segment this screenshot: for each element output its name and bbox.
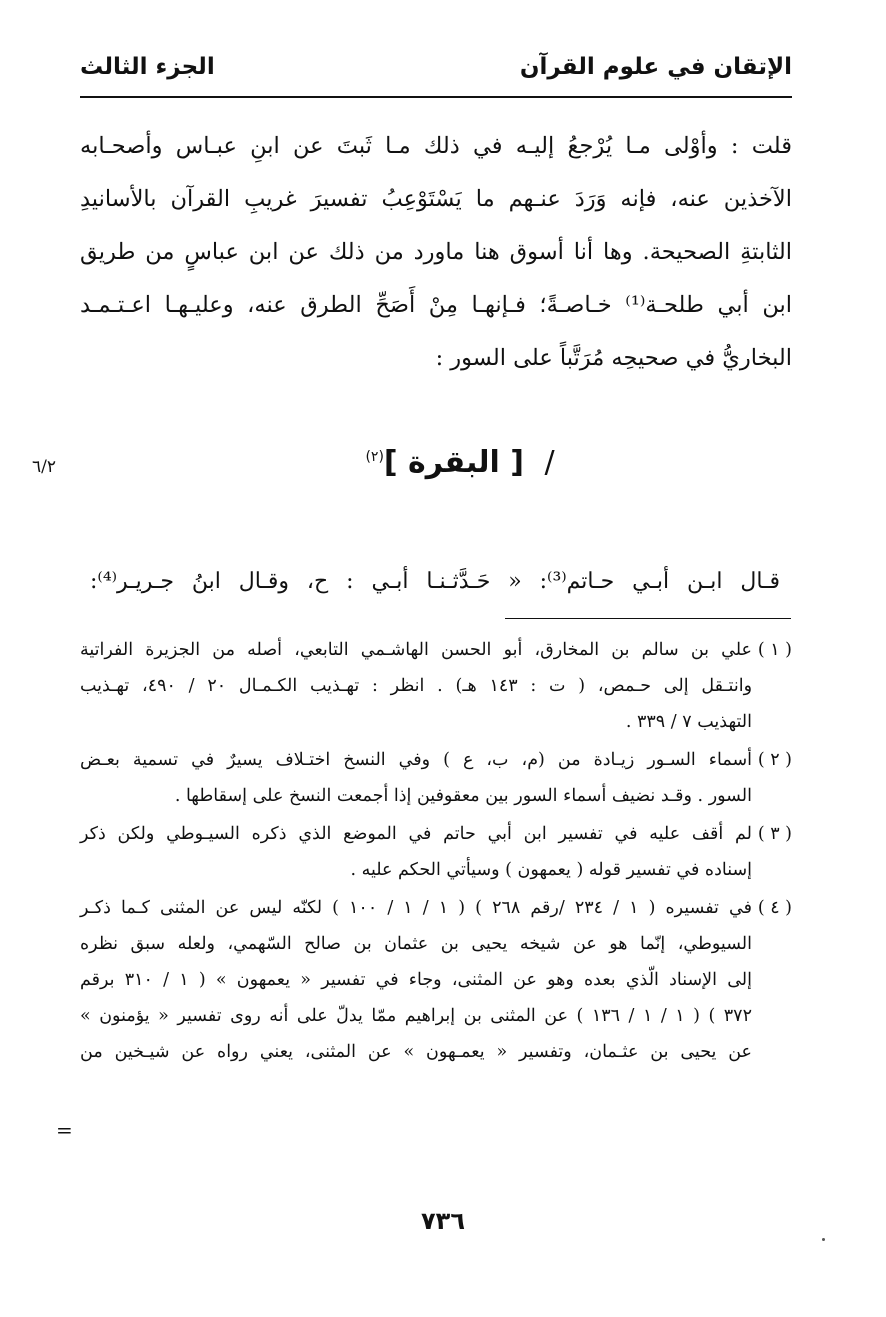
footnote-line: أسماء السـور زيـادة من (م، ب، ع ) وفي النسخ اختـلاف يسيرٌ في تسمية بعـض	[80, 750, 752, 770]
book-title: الإتقان في علوم القرآن	[519, 54, 792, 80]
continuation-mark: =	[56, 1118, 73, 1142]
footnote-line: إسناده في تفسير قوله ( يعمهون ) وسيأتي الحكم عليه .	[350, 860, 752, 880]
intro-line: الآخذين عنه، فإنه وَرَدَ عنـهم ما يَسْتَوْعِبُ تفسيرَ غريبِ القرآن بالأسانيدِ	[80, 186, 792, 212]
intro-line: قلت : وأوْلى مـا يُرْجعُ إليـه في ذلك مـا ثَبتَ عن ابنِ عبـاس وأصحـابه	[80, 133, 792, 159]
isnad-line: قـال ابـن أبـي حـاتم⁽³⁾: « حَـدَّثـنـا أبـي : ح، وقـال ابنُ جـريـر⁽⁴⁾:	[90, 569, 781, 594]
footnote-3	[80, 816, 792, 888]
footnote-1	[80, 632, 792, 740]
surah-title: [ البقرة ]	[383, 445, 524, 480]
footnote-2	[80, 742, 792, 814]
footnotes	[80, 632, 792, 1072]
surah-note-ref: (٢)	[365, 449, 384, 465]
footnote-line: في تفسيره ( ١ / ٢٣٤ /رقم ٢٦٨ ) ( ١ / ١ / ١٠٠ ) لكنّه ليس عن المثنى كـما ذكـر	[80, 898, 752, 918]
footnote-4	[80, 890, 792, 1070]
footnote-number: ( ٣ )	[757, 824, 792, 844]
intro-line: البخاريُّ في صحيحِه مُرَتَّباً على السور :	[435, 345, 792, 371]
intro-line: ابن أبي طلحـة⁽¹⁾ خـاصـةً؛ فـإنهـا مِنْ أَصَحِّ الطرق عنه، وعليـهـا اعـتـمـد	[80, 292, 792, 318]
footnote-line: عن يحيى بن عثـمان، وتفسير « يعمـهون » عن المثنى، يعني رواه عن شيـخين من	[80, 1042, 752, 1062]
margin-reference: ٦/٢	[32, 457, 56, 477]
page-number: ٧٣٦	[421, 1207, 465, 1235]
footnote-number: ( ٢ )	[757, 750, 792, 770]
footnote-line: ٣٧٢ ) ( ١ / ١ / ١٣٦ ) عن المثنى بن إبراهيم ممّا يدلّ على أنه روى تفسير « يؤمنون »	[80, 1006, 752, 1026]
intro-paragraph	[80, 120, 792, 385]
intro-line: الثابتةِ الصحيحة. وها أنا أسوق هنا ماورد من ذلك عن ابن عباسٍ من طريق	[80, 239, 792, 265]
footnote-number: ( ٤ )	[757, 898, 792, 918]
footnote-line: السور . وقـد نضيف أسماء السور بين معقوفين إذا أجمعت النسخ على إسقاطها .	[174, 786, 752, 806]
footnote-line: التهذيب ٧ / ٣٣٩ .	[625, 712, 752, 732]
manuscript-slash: /	[544, 445, 555, 480]
volume-label: الجزء الثالث	[80, 54, 215, 80]
footnote-number: ( ١ )	[757, 640, 792, 660]
surah-heading	[300, 445, 620, 495]
footnote-line: علي بن سالم بن المخارق، أبو الحسن الهاشـمي التابعي، أصله من الجزيرة الفراتية	[80, 640, 752, 660]
footnote-divider	[505, 618, 791, 619]
footnote-line: وانتـقل إلى حـمص، ( ت : ١٤٣ هـ) . انظر : تهـذيب الكـمـال ٢٠ / ٤٩٠، تهـذيب	[80, 676, 753, 696]
footnote-line: السيوطي، إنّما هو عن شيخه يحيى بن عثمان بن صالح السّهمي، ولعله سبق نظره	[80, 934, 752, 954]
footnote-line: لم أقف عليه في تفسير ابن أبي حاتم في الموضع الذي ذكره السيـوطي ولكن ذكر	[80, 824, 752, 844]
footnote-line: إلى الإسناد الّذي بعده وهو عن المثنى، وجاء في تفسير « يعمهون » ( ١ / ٣١٠ برقم	[80, 970, 752, 990]
running-header	[80, 52, 792, 98]
scan-speck	[822, 1238, 825, 1241]
